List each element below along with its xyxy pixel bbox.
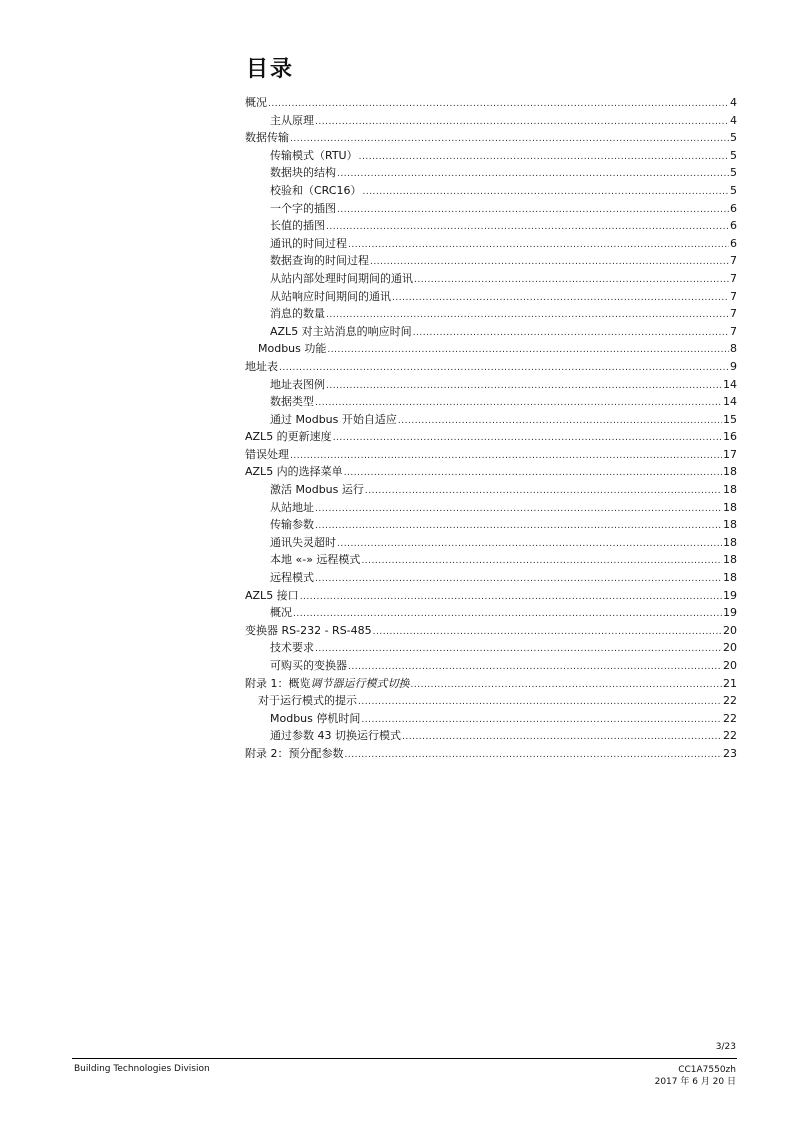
toc-entry-title: 技术要求	[270, 641, 314, 655]
toc-dot-leader	[290, 448, 722, 466]
toc-entry[interactable]	[245, 252, 737, 270]
page-number: 3/23	[715, 1042, 736, 1052]
toc-entry[interactable]	[245, 446, 737, 464]
toc-entry-title: 从站地址	[270, 500, 314, 514]
toc-entry-page: 19	[723, 588, 737, 602]
toc-entry-page: 22	[723, 694, 737, 708]
toc-entry[interactable]	[245, 288, 737, 306]
toc-entry[interactable]	[245, 604, 737, 622]
toc-dot-leader	[414, 272, 729, 290]
footer-doc-info	[655, 1064, 736, 1088]
toc-entry-label	[270, 481, 364, 499]
toc-dot-leader	[361, 712, 722, 730]
toc-entry-label	[245, 129, 289, 147]
toc-entry-title: 数据传输	[245, 131, 289, 145]
toc-entry[interactable]	[245, 428, 737, 446]
footer-division: Building Technologies Division	[74, 1064, 210, 1074]
toc-entry-title: Modbus 停机时间	[270, 711, 361, 725]
toc-entry-page: 18	[723, 500, 737, 514]
toc-dot-leader	[392, 290, 729, 308]
toc-dot-leader	[326, 378, 722, 396]
toc-entry-page: 22	[723, 711, 737, 725]
toc-entry-page: 22	[723, 729, 737, 743]
toc-entry-page: 7	[730, 254, 737, 268]
toc-entry[interactable]	[245, 463, 737, 481]
toc-dot-leader	[326, 219, 729, 237]
toc-entry[interactable]	[245, 516, 737, 534]
toc-entry-label	[270, 657, 347, 675]
toc-entry-title-italic: 调节器运行模式切换	[310, 676, 410, 690]
toc-entry-label	[258, 692, 357, 710]
toc-entry-label	[270, 376, 325, 394]
toc-dot-leader	[402, 729, 722, 747]
toc-entry-page: 9	[730, 359, 737, 373]
toc-entry-label	[245, 745, 344, 763]
toc-entry-title: 通讯失灵超时	[270, 535, 336, 549]
toc-entry[interactable]	[245, 499, 737, 517]
toc-entry-page: 5	[730, 166, 737, 180]
toc-entry-label	[270, 516, 314, 534]
toc-entry-title: 附录 2：预分配参数	[245, 746, 344, 760]
toc-entry-title: 主从原理	[270, 113, 314, 127]
toc-entry-label	[270, 270, 413, 288]
toc-entry-label	[270, 147, 358, 165]
toc-entry[interactable]	[245, 217, 737, 235]
toc-entry-page: 18	[723, 535, 737, 549]
toc-entry-title: 通讯的时间过程	[270, 236, 347, 250]
toc-entry-page: 7	[730, 324, 737, 338]
toc-dot-leader	[358, 694, 722, 712]
toc-entry-page: 18	[723, 465, 737, 479]
toc-entry-label	[270, 200, 336, 218]
toc-entry[interactable]	[245, 481, 737, 499]
footer-doc-id: CC1A7550zh	[678, 1065, 736, 1075]
toc-dot-leader	[337, 166, 729, 184]
toc-entry[interactable]	[245, 305, 737, 323]
toc-entry-page: 4	[730, 113, 737, 127]
toc-entry[interactable]	[245, 622, 737, 640]
toc-entry[interactable]	[245, 534, 737, 552]
toc-entry-label	[258, 340, 326, 358]
toc-entry[interactable]	[245, 710, 737, 728]
toc-entry-page: 20	[723, 623, 737, 637]
toc-entry-page: 14	[723, 395, 737, 409]
toc-entry-page: 20	[723, 659, 737, 672]
toc-dot-leader	[362, 184, 729, 202]
toc-entry-label	[270, 727, 401, 745]
toc-dot-leader	[413, 325, 729, 343]
toc-entry-label	[270, 534, 336, 552]
toc-entry-page: 20	[723, 641, 737, 655]
toc-dot-leader	[268, 96, 729, 114]
toc-entry[interactable]	[245, 164, 737, 182]
toc-entry-page: 6	[730, 201, 737, 215]
toc-dot-leader	[315, 641, 722, 659]
toc-entry[interactable]	[245, 358, 737, 376]
toc-entry-page: 7	[730, 307, 737, 321]
toc-entry[interactable]	[245, 147, 737, 165]
toc-entry-title: 数据块的结构	[270, 166, 336, 180]
toc-dot-leader	[344, 465, 722, 483]
toc-entry-page: 14	[723, 377, 737, 391]
toc-dot-leader	[315, 571, 722, 589]
toc-entry-label	[270, 499, 314, 517]
toc-entry[interactable]	[245, 587, 737, 605]
toc-entry-page: 5	[730, 183, 737, 197]
toc-dot-leader	[337, 202, 729, 220]
toc-entry-title: AZL5 接口	[245, 588, 299, 602]
toc-entry[interactable]	[245, 200, 737, 218]
toc-entry-page: 18	[723, 483, 737, 497]
toc-entry-label	[270, 252, 369, 270]
toc-entry-label	[245, 622, 372, 640]
toc-dot-leader	[359, 149, 729, 167]
toc-dot-leader	[327, 342, 729, 360]
toc-entry-label	[270, 569, 314, 587]
toc-entry-title: 通过参数 43 切换运行模式	[270, 729, 401, 743]
toc-entry[interactable]	[245, 376, 737, 394]
toc-entry-title: 从站内部处理时间期间的通讯	[270, 271, 413, 285]
toc-entry[interactable]	[245, 727, 737, 745]
toc-entry-page: 8	[730, 342, 737, 356]
toc-entry-title: 错误处理	[245, 447, 289, 461]
toc-entry-page: 23	[723, 746, 737, 760]
toc-entry-title: 概况	[245, 96, 267, 109]
toc-entry[interactable]	[245, 692, 737, 710]
toc-entry-title: AZL5 的更新速度	[245, 430, 332, 444]
toc-entry-page: 16	[723, 430, 737, 444]
toc-dot-leader	[337, 536, 722, 554]
toc-entry[interactable]	[245, 675, 737, 693]
toc-dot-leader	[370, 254, 729, 272]
toc-entry-page: 18	[723, 571, 737, 585]
toc-entry[interactable]	[245, 569, 737, 587]
toc-dot-leader	[411, 677, 723, 695]
toc-entry-label	[270, 393, 314, 411]
toc-entry[interactable]	[245, 182, 737, 200]
toc-entry[interactable]	[245, 112, 737, 130]
toc-entry-title: 激活 Modbus 运行	[270, 483, 364, 497]
toc-entry-title: 传输参数	[270, 518, 314, 532]
toc-entry-label	[270, 164, 336, 182]
toc-dot-leader	[345, 747, 723, 765]
toc-entry[interactable]	[245, 94, 737, 112]
toc-entry-label	[270, 323, 412, 341]
toc-entry-label	[245, 358, 278, 376]
toc-entry[interactable]	[245, 323, 737, 341]
toc-entry-page: 7	[730, 289, 737, 303]
table-of-contents	[245, 94, 737, 763]
toc-entry-label	[245, 428, 332, 446]
toc-entry[interactable]	[245, 411, 737, 429]
toc-entry-label	[270, 604, 292, 622]
toc-entry-label	[270, 411, 397, 429]
toc-entry-page: 21	[723, 676, 737, 690]
toc-entry[interactable]	[245, 235, 737, 253]
footer-divider	[72, 1058, 737, 1059]
footer-date: 2017 年 6 月 20 日	[654, 1077, 736, 1087]
toc-entry-label	[270, 217, 325, 235]
toc-entry-label	[270, 182, 361, 200]
toc-entry-label	[270, 639, 314, 657]
toc-entry-title: 附录 1：概览	[245, 676, 311, 690]
toc-entry-title: 数据类型	[270, 395, 314, 409]
toc-entry-title: 一个字的插图	[270, 201, 336, 215]
toc-entry-page: 6	[730, 219, 737, 233]
toc-entry-page: 5	[730, 131, 737, 145]
toc-entry-title: 地址表图例	[270, 377, 325, 391]
page-title: 目录	[246, 57, 295, 82]
toc-entry-label	[270, 710, 360, 728]
toc-dot-leader	[333, 430, 722, 448]
toc-entry-page: 18	[723, 553, 737, 567]
toc-entry-page: 19	[723, 606, 737, 620]
toc-entry[interactable]	[245, 639, 737, 657]
toc-entry-label	[245, 446, 289, 464]
toc-dot-leader	[300, 589, 722, 607]
toc-entry-page: 7	[730, 271, 737, 285]
toc-entry-page: 4	[730, 96, 737, 109]
toc-entry[interactable]	[245, 745, 737, 763]
toc-entry-page: 17	[723, 447, 737, 461]
toc-entry-label	[270, 305, 325, 323]
toc-dot-leader	[315, 501, 722, 519]
toc-entry-title: AZL5 内的选择菜单	[245, 465, 343, 479]
toc-entry-label	[245, 587, 299, 605]
toc-entry-page: 5	[730, 148, 737, 162]
toc-dot-leader	[315, 518, 722, 536]
toc-entry-title: 可购买的变换器	[270, 659, 347, 672]
toc-dot-leader	[361, 553, 722, 571]
toc-entry-page: 18	[723, 518, 737, 532]
toc-entry-title: 从站响应时间期间的通讯	[270, 289, 391, 303]
toc-entry-title: 对于运行模式的提示	[258, 694, 357, 708]
toc-entry-title: AZL5 对主站消息的响应时间	[270, 324, 412, 338]
toc-entry[interactable]	[245, 551, 737, 569]
toc-entry-label	[245, 463, 343, 481]
toc-entry-title: 地址表	[245, 359, 278, 373]
toc-dot-leader	[373, 624, 722, 642]
toc-entry-page: 15	[723, 412, 737, 426]
toc-entry-title: 传输模式（RTU）	[270, 148, 358, 162]
toc-entry-label	[270, 288, 391, 306]
toc-entry-page: 6	[730, 236, 737, 250]
toc-entry-title: 消息的数量	[270, 307, 325, 321]
toc-entry-title: Modbus 功能	[258, 342, 327, 356]
toc-entry-label	[270, 235, 347, 253]
toc-entry-title: 校验和（CRC16）	[270, 183, 362, 197]
toc-dot-leader	[398, 413, 722, 431]
toc-entry-title: 远程模式	[270, 571, 314, 585]
toc-entry-title: 数据查询的时间过程	[270, 254, 369, 268]
toc-entry-label	[270, 551, 360, 569]
toc-entry-title: 长值的插图	[270, 219, 325, 233]
toc-dot-leader	[279, 360, 729, 378]
toc-entry-label	[245, 675, 410, 693]
toc-entry[interactable]	[245, 393, 737, 411]
toc-entry-title: 变换器 RS-232 - RS-485	[245, 623, 372, 637]
toc-dot-leader	[348, 237, 729, 255]
toc-entry-title: 通过 Modbus 开始自适应	[270, 412, 397, 426]
toc-entry-title: 概况	[270, 606, 292, 620]
toc-entry[interactable]	[245, 657, 737, 675]
toc-entry[interactable]	[245, 270, 737, 288]
toc-entry[interactable]	[245, 340, 737, 358]
toc-entry-label	[245, 94, 267, 112]
toc-entry-title: 本地 «-» 远程模式	[270, 553, 361, 567]
toc-dot-leader	[365, 483, 722, 501]
toc-entry[interactable]	[245, 129, 737, 147]
toc-dot-leader	[315, 114, 729, 132]
toc-entry-label	[270, 112, 314, 130]
